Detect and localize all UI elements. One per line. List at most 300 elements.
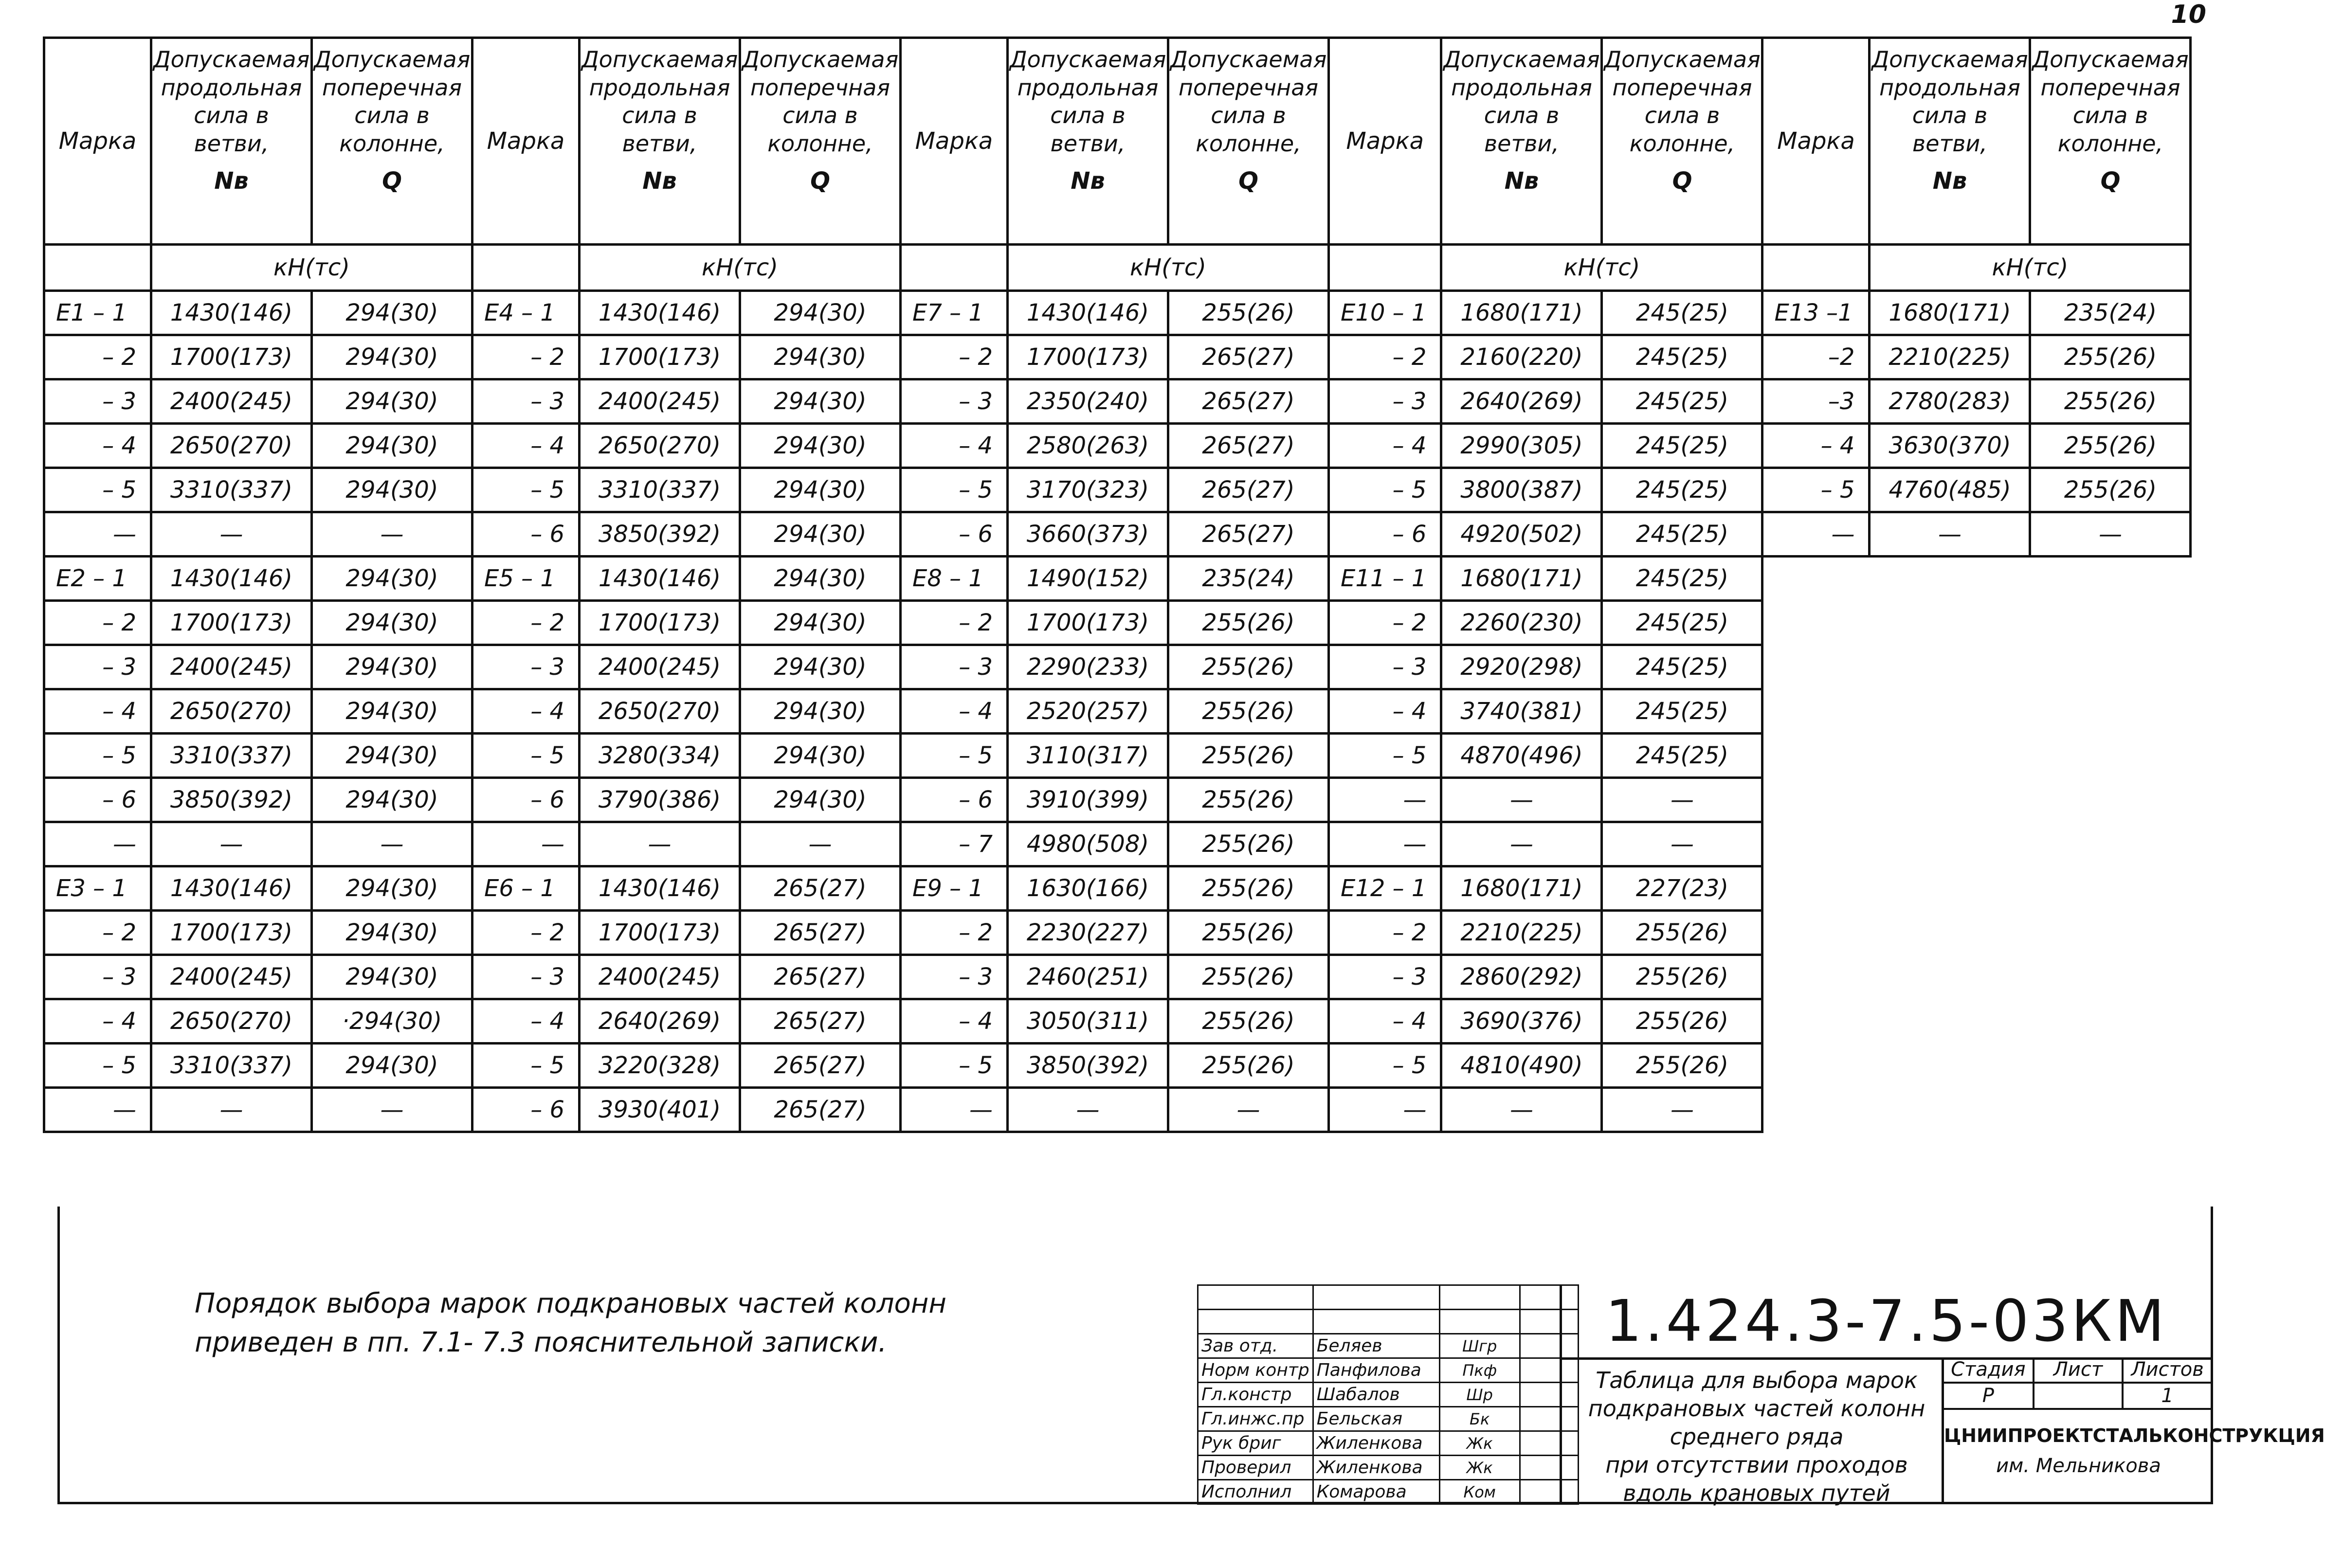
empty-cell (1870, 955, 2030, 999)
marka-header: Марка (901, 38, 1008, 245)
sheets-label: Листов (2123, 1357, 2212, 1383)
empty-cell (1762, 734, 1870, 778)
note-line-2: приведен в пп. 7.1- 7.3 пояснительной записки. (195, 1327, 887, 1358)
empty-cell (1439, 1285, 1520, 1310)
marka-header: Марка (1762, 38, 1870, 245)
q-cell: 265(27) (1168, 335, 1329, 379)
stage-value: Р (1944, 1383, 2034, 1409)
nv-header-symbol: Nв (1071, 167, 1105, 195)
marka-cell: – 2 (44, 335, 151, 379)
q-cell: — (1602, 1088, 1762, 1132)
nv-cell: 2210(225) (1870, 335, 2030, 379)
marka-cell: – 3 (472, 645, 580, 689)
nv-cell: 2290(233) (1008, 645, 1168, 689)
nv-cell: — (151, 822, 312, 866)
table-row (44, 999, 2191, 1044)
nv-cell: 2400(245) (580, 379, 740, 424)
signature-role: Проверил (1198, 1456, 1313, 1480)
q-cell: 255(26) (1602, 1044, 1762, 1088)
signature-name: Беляев (1313, 1334, 1439, 1358)
nv-cell: 2230(227) (1008, 911, 1168, 955)
nv-cell: 3800(387) (1441, 468, 1602, 512)
nv-cell: 3790(386) (580, 778, 740, 822)
nv-cell: 3660(373) (1008, 512, 1168, 557)
marka-cell: — (44, 822, 151, 866)
q-cell: 255(26) (1168, 689, 1329, 734)
nv-cell: 1700(173) (580, 335, 740, 379)
marka-cell: – 5 (1329, 1044, 1441, 1088)
nv-cell: 2860(292) (1441, 955, 1602, 999)
marka-cell: – 6 (472, 778, 580, 822)
nv-cell: — (1870, 512, 2030, 557)
q-header: Допускаемая поперечная сила в колонне, Q (1602, 38, 1762, 245)
marka-header: Марка (472, 38, 580, 245)
empty-cell (1762, 645, 1870, 689)
marka-cell: – 5 (1329, 468, 1441, 512)
nv-cell: — (151, 512, 312, 557)
signature-row (1198, 1431, 1579, 1456)
nv-cell: 3280(334) (580, 734, 740, 778)
stage-label: Стадия (1944, 1357, 2034, 1383)
marka-cell: – 4 (1329, 999, 1441, 1044)
marka-header: Марка (44, 38, 151, 245)
marka-cell: — (1329, 778, 1441, 822)
q-header-symbol: Q (2100, 167, 2121, 195)
table-row (44, 866, 2191, 911)
empty-cell (2030, 601, 2191, 645)
empty-cell (2030, 866, 2191, 911)
marka-cell: – 2 (1329, 911, 1441, 955)
document-title-line: подкрановых частей колонн (1588, 1395, 1925, 1422)
marka-cell: Е8 – 1 (901, 557, 1008, 601)
empty-cell (2030, 999, 2191, 1044)
note-line-1: Порядок выбора марок подкрановых частей колонн (195, 1288, 947, 1319)
q-cell: ·294(30) (312, 999, 472, 1044)
marka-cell: –3 (1762, 379, 1870, 424)
table-row (44, 424, 2191, 468)
q-cell: 265(27) (740, 866, 901, 911)
marka-cell: – 6 (901, 778, 1008, 822)
signature-name: Панфилова (1313, 1358, 1439, 1383)
marka-cell: — (44, 1088, 151, 1132)
signature-row (1198, 1480, 1579, 1504)
empty-cell (2030, 689, 2191, 734)
q-cell: 294(30) (312, 955, 472, 999)
nv-cell: 3630(370) (1870, 424, 2030, 468)
signature-row (1198, 1334, 1579, 1358)
nv-cell: 2650(270) (580, 689, 740, 734)
q-cell: 294(30) (312, 911, 472, 955)
q-cell: — (312, 1088, 472, 1132)
signature-row (1198, 1456, 1579, 1480)
signature-row-empty (1198, 1285, 1579, 1310)
nv-cell: 2400(245) (151, 379, 312, 424)
nv-cell: 1700(173) (580, 601, 740, 645)
nv-cell: — (151, 1088, 312, 1132)
nv-cell: 2400(245) (580, 645, 740, 689)
nv-cell: 3220(328) (580, 1044, 740, 1088)
q-cell: 255(26) (1168, 955, 1329, 999)
marka-cell: – 3 (901, 645, 1008, 689)
nv-cell: 3910(399) (1008, 778, 1168, 822)
q-cell: 294(30) (740, 379, 901, 424)
marka-cell: – 2 (901, 335, 1008, 379)
nv-cell: 1700(173) (151, 335, 312, 379)
marka-cell: – 5 (44, 1044, 151, 1088)
q-cell: 245(25) (1602, 512, 1762, 557)
q-cell: — (1602, 822, 1762, 866)
q-header-symbol: Q (1238, 167, 1258, 195)
q-cell: 265(27) (740, 911, 901, 955)
q-cell: 265(27) (1168, 379, 1329, 424)
q-header-symbol: Q (382, 167, 402, 195)
q-cell: 235(24) (1168, 557, 1329, 601)
table-row (44, 512, 2191, 557)
marka-cell: Е6 – 1 (472, 866, 580, 911)
column-marks-table (43, 36, 2192, 1133)
marka-cell: Е3 – 1 (44, 866, 151, 911)
empty-cell (1762, 689, 1870, 734)
marka-cell: Е10 – 1 (1329, 291, 1441, 335)
nv-cell: 2210(225) (1441, 911, 1602, 955)
nv-cell: — (1441, 1088, 1602, 1132)
nv-cell: 3850(392) (1008, 1044, 1168, 1088)
marka-cell: — (1329, 822, 1441, 866)
empty-cell (1870, 601, 2030, 645)
marka-cell: Е7 – 1 (901, 291, 1008, 335)
q-cell: 294(30) (312, 734, 472, 778)
q-header: Допускаемая поперечная сила в колонне, Q (2030, 38, 2191, 245)
marka-cell: – 4 (901, 689, 1008, 734)
signature-table (1197, 1284, 1579, 1505)
empty-cell (1870, 557, 2030, 601)
marka-cell: – 5 (901, 734, 1008, 778)
q-cell: 245(25) (1602, 291, 1762, 335)
stage-box (1942, 1357, 2325, 1502)
empty-cell (1870, 645, 2030, 689)
signature-role: Норм контр (1198, 1358, 1313, 1383)
signature-row (1198, 1383, 1579, 1407)
nv-cell: 3310(337) (151, 1044, 312, 1088)
nv-cell: 1680(171) (1441, 557, 1602, 601)
empty-cell (2030, 1088, 2191, 1132)
marka-cell: – 4 (1762, 424, 1870, 468)
empty-cell (1870, 689, 2030, 734)
marka-header-blank (472, 245, 580, 291)
marka-cell: – 3 (44, 645, 151, 689)
nv-cell: 1700(173) (151, 601, 312, 645)
nv-cell: 3690(376) (1441, 999, 1602, 1044)
nv-cell: 3850(392) (151, 778, 312, 822)
empty-cell (1313, 1285, 1439, 1310)
q-cell: 255(26) (2030, 335, 2191, 379)
empty-cell (2030, 645, 2191, 689)
empty-cell (1762, 822, 1870, 866)
empty-cell (1870, 1088, 2030, 1132)
marka-cell: – 5 (1762, 468, 1870, 512)
q-cell: 255(26) (1168, 778, 1329, 822)
q-cell: — (2030, 512, 2191, 557)
nv-cell: 4980(508) (1008, 822, 1168, 866)
document-code: 1.424.3-7.5-03КМ (1562, 1284, 2211, 1360)
signature-name: Шабалов (1313, 1383, 1439, 1407)
q-cell: — (312, 512, 472, 557)
marka-cell: – 4 (472, 424, 580, 468)
marka-cell: – 4 (44, 424, 151, 468)
marka-cell: – 5 (472, 1044, 580, 1088)
marka-cell: – 3 (44, 955, 151, 999)
nv-cell: 1430(146) (580, 291, 740, 335)
nv-cell: 1430(146) (151, 291, 312, 335)
nv-cell: 3170(323) (1008, 468, 1168, 512)
nv-cell: 3050(311) (1008, 999, 1168, 1044)
nv-header-symbol: Nв (1504, 167, 1539, 195)
nv-cell: 4920(502) (1441, 512, 1602, 557)
empty-cell (1313, 1310, 1439, 1334)
marka-cell: Е13 –1 (1762, 291, 1870, 335)
q-cell: 265(27) (740, 999, 901, 1044)
document-title-line: при отсутствии проходов (1605, 1452, 1908, 1478)
marka-cell: – 2 (472, 911, 580, 955)
empty-cell (1870, 999, 2030, 1044)
empty-cell (1762, 999, 1870, 1044)
title-block-info (1560, 1284, 2325, 1506)
nv-cell: 2990(305) (1441, 424, 1602, 468)
signature-role: Гл.констр (1198, 1383, 1313, 1407)
nv-cell: 1700(173) (580, 911, 740, 955)
marka-cell: – 5 (44, 468, 151, 512)
empty-cell (1198, 1285, 1313, 1310)
nv-cell: 1700(173) (1008, 335, 1168, 379)
sheet-value (2034, 1383, 2123, 1409)
marka-cell: — (1762, 512, 1870, 557)
q-cell: 294(30) (312, 645, 472, 689)
nv-cell: 2160(220) (1441, 335, 1602, 379)
document-title-line: вдоль крановых путей (1623, 1480, 1890, 1506)
signature-name: Комарова (1313, 1480, 1439, 1504)
q-cell: 255(26) (2030, 468, 2191, 512)
note (195, 1284, 946, 1362)
q-cell: 294(30) (312, 689, 472, 734)
q-cell: 235(24) (2030, 291, 2191, 335)
marka-cell: – 3 (44, 379, 151, 424)
q-cell: — (740, 822, 901, 866)
empty-cell (1870, 778, 2030, 822)
unit-header: кН(тс) (1008, 245, 1329, 291)
q-cell: 294(30) (740, 734, 901, 778)
marka-cell: – 2 (901, 911, 1008, 955)
q-cell: 294(30) (740, 468, 901, 512)
marka-cell: – 3 (1329, 645, 1441, 689)
q-cell: 294(30) (740, 778, 901, 822)
empty-cell (1870, 734, 2030, 778)
table-row (44, 557, 2191, 601)
nv-cell: 4870(496) (1441, 734, 1602, 778)
marka-cell: – 5 (901, 468, 1008, 512)
q-cell: — (312, 822, 472, 866)
q-cell: — (1168, 1088, 1329, 1132)
table-row (44, 955, 2191, 999)
signature-mark: Жк (1439, 1456, 1520, 1480)
nv-cell: 2580(263) (1008, 424, 1168, 468)
signature-mark: Пкф (1439, 1358, 1520, 1383)
nv-cell: 1680(171) (1441, 866, 1602, 911)
marka-cell: – 3 (901, 955, 1008, 999)
q-cell: 265(27) (1168, 468, 1329, 512)
empty-cell (1762, 1088, 1870, 1132)
signature-mark: Шгр (1439, 1334, 1520, 1358)
q-cell: 245(25) (1602, 689, 1762, 734)
marka-cell: – 4 (1329, 689, 1441, 734)
empty-cell (1870, 1044, 2030, 1088)
empty-cell (1198, 1310, 1313, 1334)
marka-cell: – 4 (1329, 424, 1441, 468)
empty-cell (2030, 557, 2191, 601)
marka-cell: — (901, 1088, 1008, 1132)
table-row (44, 822, 2191, 866)
nv-cell: 1700(173) (1008, 601, 1168, 645)
q-cell: 294(30) (312, 424, 472, 468)
nv-cell: 4810(490) (1441, 1044, 1602, 1088)
q-cell: 245(25) (1602, 379, 1762, 424)
empty-cell (1762, 601, 1870, 645)
nv-cell: — (1441, 778, 1602, 822)
empty-cell (2030, 955, 2191, 999)
nv-cell: 3310(337) (151, 468, 312, 512)
marka-cell: – 2 (472, 601, 580, 645)
nv-cell: 2650(270) (580, 424, 740, 468)
empty-cell (1762, 866, 1870, 911)
marka-cell: – 3 (472, 955, 580, 999)
table-row (44, 645, 2191, 689)
q-cell: 245(25) (1602, 734, 1762, 778)
q-header-symbol: Q (810, 167, 830, 195)
marka-cell: – 3 (1329, 379, 1441, 424)
stage-table (1944, 1357, 2213, 1410)
marka-cell: – 6 (472, 1088, 580, 1132)
nv-cell: — (580, 822, 740, 866)
nv-cell: 2780(283) (1870, 379, 2030, 424)
marka-header: Марка (1329, 38, 1441, 245)
nv-header: Допускаемая продольная сила в ветви, Nв (580, 38, 740, 245)
signature-name: Жиленкова (1313, 1456, 1439, 1480)
q-cell: 294(30) (312, 601, 472, 645)
marka-cell: – 4 (44, 689, 151, 734)
empty-cell (1870, 911, 2030, 955)
q-cell: 255(26) (2030, 424, 2191, 468)
marka-cell: – 5 (1329, 734, 1441, 778)
nv-cell: 1430(146) (1008, 291, 1168, 335)
empty-cell (2030, 734, 2191, 778)
empty-cell (2030, 822, 2191, 866)
q-header: Допускаемая поперечная сила в колонне, Q (1168, 38, 1329, 245)
q-cell: 294(30) (312, 778, 472, 822)
organization-name: ЦНИИПРОЕКТСТАЛЬКОНСТРУКЦИЯ (1944, 1425, 2325, 1446)
document-title-line: среднего ряда (1670, 1424, 1844, 1450)
nv-cell: — (1008, 1088, 1168, 1132)
q-cell: 265(27) (740, 1044, 901, 1088)
marka-cell: Е5 – 1 (472, 557, 580, 601)
marka-cell: Е4 – 1 (472, 291, 580, 335)
signature-mark: Шр (1439, 1383, 1520, 1407)
empty-cell (1762, 778, 1870, 822)
marka-cell: –2 (1762, 335, 1870, 379)
q-header-symbol: Q (1672, 167, 1692, 195)
marka-cell: – 2 (1329, 601, 1441, 645)
empty-cell (1762, 955, 1870, 999)
q-cell: 294(30) (312, 866, 472, 911)
unit-header: кН(тс) (1870, 245, 2191, 291)
q-cell: 255(26) (1602, 911, 1762, 955)
nv-header: Допускаемая продольная сила в ветви, Nв (1441, 38, 1602, 245)
nv-header: Допускаемая продольная сила в ветви, Nв (151, 38, 312, 245)
q-cell: 294(30) (312, 379, 472, 424)
q-cell: 245(25) (1602, 335, 1762, 379)
marka-header-blank (1762, 245, 1870, 291)
q-cell: 265(27) (1168, 512, 1329, 557)
q-cell: 294(30) (740, 424, 901, 468)
signature-mark: Ком (1439, 1480, 1520, 1504)
table-row (44, 291, 2191, 335)
empty-cell (1762, 557, 1870, 601)
nv-header-symbol: Nв (642, 167, 677, 195)
q-cell: 294(30) (312, 468, 472, 512)
q-cell: 255(26) (1168, 291, 1329, 335)
nv-cell: 3310(337) (151, 734, 312, 778)
marka-cell: – 6 (472, 512, 580, 557)
q-cell: 255(26) (1168, 1044, 1329, 1088)
table-row (44, 1044, 2191, 1088)
table-row (44, 468, 2191, 512)
marka-cell: Е2 – 1 (44, 557, 151, 601)
q-cell: 255(26) (1168, 734, 1329, 778)
marka-cell: – 2 (901, 601, 1008, 645)
marka-cell: – 6 (901, 512, 1008, 557)
signature-row (1198, 1358, 1579, 1383)
nv-cell: 2400(245) (151, 955, 312, 999)
marka-cell: – 4 (901, 999, 1008, 1044)
empty-cell (2030, 778, 2191, 822)
marka-cell: – 6 (1329, 512, 1441, 557)
nv-cell: 1700(173) (151, 911, 312, 955)
unit-header: кН(тс) (151, 245, 472, 291)
marka-cell: Е9 – 1 (901, 866, 1008, 911)
marka-cell: – 4 (472, 689, 580, 734)
q-header: Допускаемая поперечная сила в колонне, Q (740, 38, 901, 245)
q-cell: 294(30) (312, 557, 472, 601)
signature-row (1198, 1407, 1579, 1431)
q-cell: 255(26) (1168, 822, 1329, 866)
marka-cell: – 7 (901, 822, 1008, 866)
q-cell: 245(25) (1602, 601, 1762, 645)
signature-mark: Жк (1439, 1431, 1520, 1456)
marka-cell: – 3 (1329, 955, 1441, 999)
q-cell: 255(26) (1168, 601, 1329, 645)
q-cell: 245(25) (1602, 557, 1762, 601)
q-cell: 294(30) (740, 689, 901, 734)
q-header: Допускаемая поперечная сила в колонне, Q (312, 38, 472, 245)
table-row (44, 734, 2191, 778)
document-title (1572, 1366, 1942, 1507)
marka-cell: — (1329, 1088, 1441, 1132)
signature-role: Исполнил (1198, 1480, 1313, 1504)
nv-cell: 3110(317) (1008, 734, 1168, 778)
q-cell: 255(26) (1168, 911, 1329, 955)
nv-cell: 1680(171) (1870, 291, 2030, 335)
q-cell: 294(30) (312, 1044, 472, 1088)
marka-cell: — (472, 822, 580, 866)
q-cell: 227(23) (1602, 866, 1762, 911)
